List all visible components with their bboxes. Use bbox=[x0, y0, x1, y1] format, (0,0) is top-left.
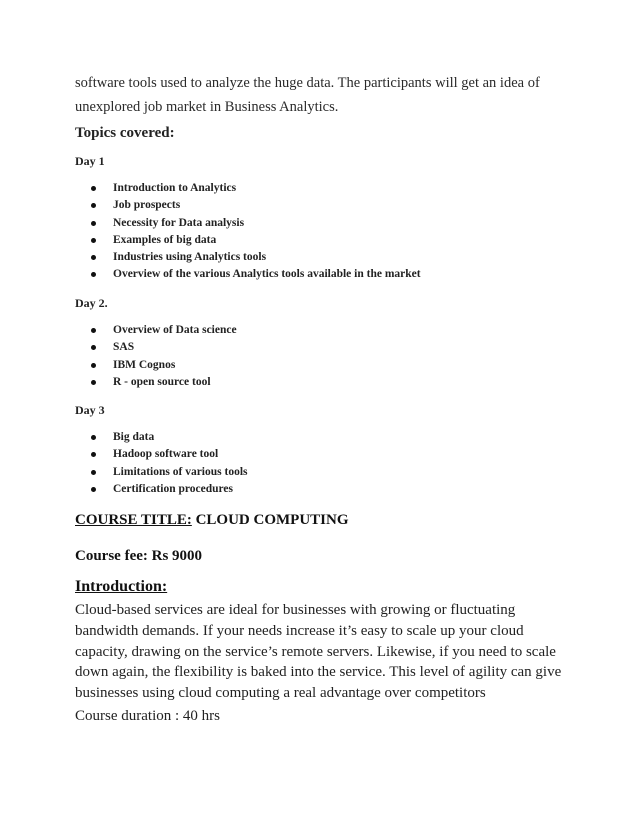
bullet-icon bbox=[91, 328, 96, 333]
list-item: Overview of the various Analytics tools available in the market bbox=[91, 266, 421, 283]
introduction-body bbox=[75, 600, 562, 704]
list-item: Necessity for Data analysis bbox=[91, 215, 421, 232]
introduction-line: Cloud-based services are ideal for businesses with growing or fluctuating bbox=[75, 602, 516, 618]
bullet-icon bbox=[91, 272, 96, 277]
list-item: Limitations of various tools bbox=[91, 464, 248, 481]
list-item: Job prospects bbox=[91, 197, 421, 214]
bullet-icon bbox=[91, 203, 96, 208]
list-item: IBM Cognos bbox=[91, 357, 237, 374]
intro-paragraph bbox=[75, 71, 595, 119]
bullet-icon bbox=[91, 435, 96, 440]
course-title-value: CLOUD COMPUTING bbox=[191, 512, 349, 528]
introduction-line: down again, the flexibility is baked into the service. This level of agility can give bbox=[75, 664, 562, 681]
list-item: Big data bbox=[91, 429, 248, 446]
bullet-icon bbox=[91, 452, 96, 457]
bullet-icon bbox=[91, 470, 96, 475]
introduction-heading: Introduction: bbox=[75, 578, 168, 595]
bullet-icon bbox=[91, 380, 96, 385]
bullet-icon bbox=[91, 363, 96, 368]
list-item: R - open source tool bbox=[91, 374, 237, 391]
bullet-icon bbox=[91, 221, 96, 226]
topics-heading: Topics covered: bbox=[75, 125, 175, 141]
day-3-topic-list bbox=[91, 429, 248, 498]
bullet-icon bbox=[91, 238, 96, 243]
list-item: Certification procedures bbox=[91, 481, 248, 498]
day-1-label: Day 1 bbox=[75, 154, 105, 168]
introduction-line: businesses using cloud computing a real advantage over competitors bbox=[75, 685, 486, 702]
day-3-label: Day 3 bbox=[75, 403, 105, 417]
intro-line-2: unexplored job market in Business Analytics. bbox=[75, 99, 339, 115]
list-item: Introduction to Analytics bbox=[91, 180, 421, 197]
bullet-icon bbox=[91, 255, 96, 260]
intro-line-1: software tools used to analyze the huge data. The participants will get an idea of bbox=[75, 75, 540, 91]
course-duration: Course duration : 40 hrs bbox=[75, 708, 220, 724]
list-item: Examples of big data bbox=[91, 232, 421, 249]
list-item: Industries using Analytics tools bbox=[91, 249, 421, 266]
list-item: Overview of Data science bbox=[91, 322, 237, 339]
bullet-icon bbox=[91, 487, 96, 492]
course-fee: Course fee: Rs 9000 bbox=[75, 548, 203, 564]
introduction-line: bandwidth demands. If your needs increase it’s easy to scale up your cloud bbox=[75, 622, 524, 639]
list-item: SAS bbox=[91, 339, 237, 356]
bullet-icon bbox=[91, 345, 96, 350]
day-2-topic-list bbox=[91, 322, 237, 391]
course-title-label: COURSE TITLE: bbox=[75, 512, 192, 528]
list-item: Hadoop software tool bbox=[91, 446, 248, 463]
course-title bbox=[75, 512, 349, 529]
day-1-topic-list bbox=[91, 180, 421, 284]
day-2-label: Day 2. bbox=[75, 296, 108, 310]
introduction-line: capacity, drawing on the service’s remote servers. Likewise, if you need to scale bbox=[75, 643, 556, 660]
bullet-icon bbox=[91, 186, 96, 191]
